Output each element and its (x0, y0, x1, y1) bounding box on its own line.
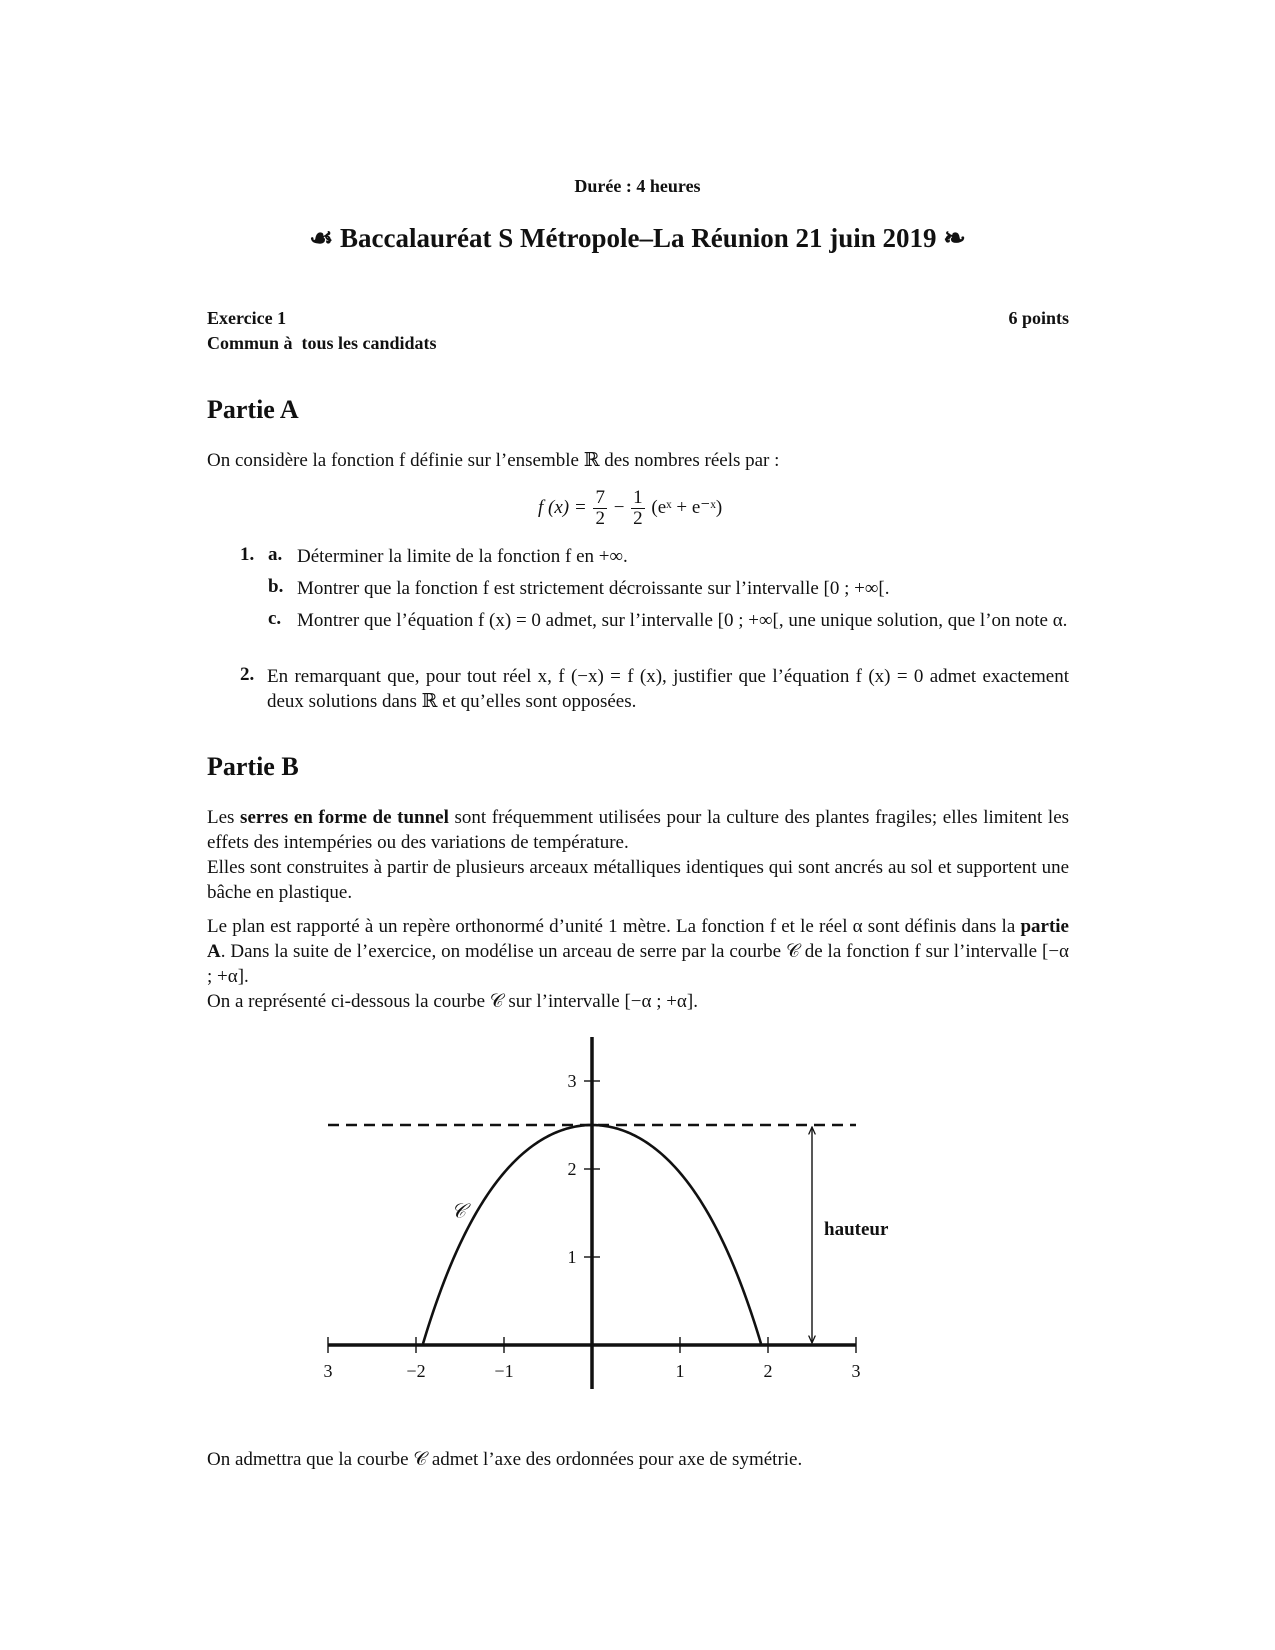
curve-label: 𝒞 (451, 1200, 466, 1223)
partA-heading: Partie A (207, 395, 299, 424)
partA-intro: On considère la fonction f définie sur l’ensemble ℝ des nombres réels par : (207, 450, 780, 471)
p3-bold: partie A (207, 916, 1069, 962)
duration: Durée : 4 heures (574, 176, 701, 196)
q1c-label: c. (268, 608, 282, 629)
formula-lhs: f (x) = (538, 496, 587, 518)
p1-bold: serres en forme de tunnel (240, 807, 449, 828)
q1a-text: Déterminer la limite de la fonction f en +∞. (297, 546, 628, 567)
y-tick-label: 3 (567, 1071, 577, 1091)
partB-p2: Elles sont construites à partir de plusieurs arceaux métalliques identiques qui sont ancrés au sol et supportent une bâche en plastique. (207, 857, 1069, 903)
x-tick-label: −1 (494, 1361, 514, 1381)
height-label: hauteur (824, 1219, 889, 1240)
q1-number: 1. (240, 544, 255, 565)
p3-post: . Dans la suite de l’exercice, on modélise un arceau de serre par la courbe 𝒞 de la fonction f sur l’intervalle [−α ; +α]. (207, 941, 1069, 987)
formula-minus: − (613, 496, 625, 518)
exercise-points: 6 points (1008, 308, 1069, 328)
x-tick-label: 1 (675, 1361, 685, 1381)
x-tick-label: −2 (406, 1361, 426, 1381)
x-tick-label: 3 (323, 1361, 333, 1381)
partB-heading: Partie B (207, 752, 299, 781)
frac1-den: 2 (595, 508, 605, 529)
y-tick-label: 1 (567, 1247, 577, 1267)
p1-post: sont fréquemment utilisées pour la culture des plantes fragiles; elles limitent les effets des intempéries ou des variations de température. (207, 807, 1070, 853)
p3-pre: Le plan est rapporté à un repère orthonormé d’unité 1 mètre. La fonction f et le réel α sont définis dans la (207, 916, 1021, 937)
ornament-left-icon: ☙ (309, 223, 334, 253)
q2-text: En remarquant que, pour tout réel x, f (−x) = f (x), justifier que l’équation f (x) = 0 admet exactement deux solutions dans ℝ et qu’elles sont opposées. (267, 666, 1069, 712)
q1c-text: Montrer que l’équation f (x) = 0 admet, sur l’intervalle [0 ; +∞[, une unique solution, que l’on note α. (297, 610, 1068, 631)
q1b-label: b. (268, 576, 284, 597)
frac2-num: 1 (633, 487, 643, 508)
exercise-audience: Commun à tous les candidats (207, 333, 437, 353)
frac1-num: 7 (595, 487, 605, 508)
partB-p4: On a représenté ci-dessous la courbe 𝒞 sur l’intervalle [−α ; +α]. (207, 991, 698, 1012)
q1a-label: a. (268, 544, 283, 565)
exercise-label: Exercice 1 (207, 308, 287, 328)
ornament-right-icon: ❧ (943, 223, 966, 253)
y-tick-label: 2 (567, 1159, 577, 1179)
p1-pre: Les (207, 807, 241, 828)
x-tick-label: 2 (763, 1361, 773, 1381)
partB-closing: On admettra que la courbe 𝒞 admet l’axe des ordonnées pour axe de symétrie. (207, 1449, 803, 1470)
q1b-text: Montrer que la fonction f est strictement décroissante sur l’intervalle [0 ; +∞[. (297, 578, 890, 599)
exam-title-text: Baccalauréat S Métropole–La Réunion 21 juin 2019 (340, 223, 937, 253)
q2-number: 2. (240, 664, 255, 685)
x-tick-label: 3 (851, 1361, 861, 1381)
formula-paren: (eˣ + e⁻ˣ) (651, 496, 723, 518)
frac2-den: 2 (633, 508, 643, 529)
